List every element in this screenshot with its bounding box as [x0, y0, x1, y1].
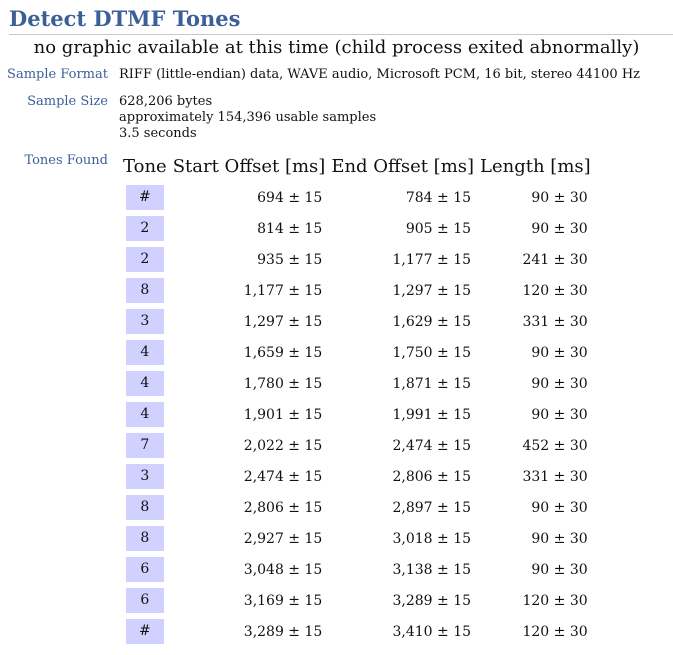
- length-cell: 90 ± 30: [531, 189, 588, 206]
- tones-table: [120, 154, 594, 647]
- start-offset-cell: 2,474 ± 15: [243, 468, 323, 485]
- table-row: [120, 306, 594, 337]
- header-end-offset: End Offset [ms]: [331, 156, 475, 177]
- tone-badge: 8: [126, 495, 164, 520]
- tone-cell: [120, 337, 170, 368]
- tones-found-label: Tones Found: [24, 153, 108, 168]
- start-offset-cell: 3,169 ± 15: [243, 592, 323, 609]
- table-row: [120, 244, 594, 275]
- table-row: [120, 523, 594, 554]
- end-offset-cell: 1,177 ± 15: [392, 251, 472, 268]
- page-title: Detect DTMF Tones: [9, 4, 673, 35]
- tone-cell: [120, 492, 170, 523]
- tone-cell: [120, 275, 170, 306]
- table-row: [120, 554, 594, 585]
- tone-cell: [120, 182, 170, 213]
- tone-cell: [120, 399, 170, 430]
- end-offset-cell: 1,991 ± 15: [392, 406, 472, 423]
- tone-cell: [120, 306, 170, 337]
- length-cell: 452 ± 30: [522, 437, 588, 454]
- end-offset-cell: 905 ± 15: [405, 220, 472, 237]
- start-offset-cell: 1,901 ± 15: [243, 406, 323, 423]
- length-cell: 90 ± 30: [531, 375, 588, 392]
- tone-cell: [120, 368, 170, 399]
- start-offset-cell: 1,297 ± 15: [243, 313, 323, 330]
- sample-format-value: RIFF (little-endian) data, WAVE audio, Microsoft PCM, 16 bit, stereo 44100 Hz: [119, 67, 641, 82]
- end-offset-cell: 2,474 ± 15: [392, 437, 472, 454]
- end-offset-cell: 784 ± 15: [405, 189, 472, 206]
- length-cell: 120 ± 30: [522, 282, 588, 299]
- tone-badge: 2: [126, 247, 164, 272]
- table-row: [120, 492, 594, 523]
- end-offset-cell: 1,871 ± 15: [392, 375, 472, 392]
- start-offset-cell: 935 ± 15: [257, 251, 323, 268]
- end-offset-cell: 3,138 ± 15: [392, 561, 472, 578]
- start-offset-cell: 3,048 ± 15: [243, 561, 323, 578]
- start-offset-cell: 2,927 ± 15: [243, 530, 323, 547]
- end-offset-cell: 3,289 ± 15: [392, 592, 472, 609]
- end-offset-cell: 3,410 ± 15: [392, 623, 472, 640]
- tone-badge: 4: [126, 402, 164, 427]
- length-cell: 331 ± 30: [522, 313, 588, 330]
- length-cell: 90 ± 30: [531, 499, 588, 516]
- start-offset-cell: 814 ± 15: [257, 220, 323, 237]
- table-row: [120, 430, 594, 461]
- tones-table-body: [120, 182, 594, 647]
- length-cell: 120 ± 30: [522, 592, 588, 609]
- end-offset-cell: 2,806 ± 15: [392, 468, 472, 485]
- tone-badge: 3: [126, 309, 164, 334]
- table-row: [120, 275, 594, 306]
- end-offset-cell: 1,297 ± 15: [392, 282, 472, 299]
- sample-size-value: [119, 94, 376, 142]
- table-row: [120, 337, 594, 368]
- tone-badge: 4: [126, 340, 164, 365]
- table-row: [120, 616, 594, 647]
- tone-badge: 4: [126, 371, 164, 396]
- header-tone: Tone: [123, 156, 167, 177]
- tone-cell: [120, 554, 170, 585]
- sample-size-bytes: 628,206 bytes: [119, 94, 213, 109]
- length-cell: 90 ± 30: [531, 530, 588, 547]
- length-cell: 90 ± 30: [531, 561, 588, 578]
- tone-badge: #: [126, 185, 164, 210]
- sample-size-samples: approximately 154,396 usable samples: [119, 110, 377, 125]
- start-offset-cell: 1,177 ± 15: [243, 282, 323, 299]
- header-length: Length [ms]: [480, 156, 591, 177]
- length-cell: 120 ± 30: [522, 623, 588, 640]
- length-cell: 241 ± 30: [522, 251, 588, 268]
- start-offset-cell: 1,780 ± 15: [243, 375, 323, 392]
- sample-size-duration: 3.5 seconds: [119, 126, 197, 141]
- tones-table-header-row: [120, 154, 594, 182]
- sample-size-label: Sample Size: [27, 94, 108, 109]
- length-cell: 90 ± 30: [531, 406, 588, 423]
- tone-badge: 6: [126, 588, 164, 613]
- start-offset-cell: 1,659 ± 15: [243, 344, 323, 361]
- table-row: [120, 461, 594, 492]
- table-row: [120, 585, 594, 616]
- start-offset-cell: 2,806 ± 15: [243, 499, 323, 516]
- end-offset-cell: 1,629 ± 15: [392, 313, 472, 330]
- table-row: [120, 213, 594, 244]
- tone-badge: 2: [126, 216, 164, 241]
- tone-badge: 6: [126, 557, 164, 582]
- start-offset-cell: 694 ± 15: [257, 189, 323, 206]
- tone-badge: #: [126, 619, 164, 644]
- table-row: [120, 399, 594, 430]
- tone-cell: [120, 244, 170, 275]
- sample-format-label: Sample Format: [7, 67, 108, 82]
- length-cell: 331 ± 30: [522, 468, 588, 485]
- tone-cell: [120, 461, 170, 492]
- tone-badge: 7: [126, 433, 164, 458]
- end-offset-cell: 1,750 ± 15: [392, 344, 472, 361]
- table-row: [120, 368, 594, 399]
- tone-cell: [120, 616, 170, 647]
- header-start-offset: Start Offset [ms]: [172, 156, 326, 177]
- length-cell: 90 ± 30: [531, 344, 588, 361]
- table-row: [120, 182, 594, 213]
- tone-cell: [120, 213, 170, 244]
- start-offset-cell: 3,289 ± 15: [243, 623, 323, 640]
- end-offset-cell: 2,897 ± 15: [392, 499, 472, 516]
- graphic-unavailable-notice: no graphic available at this time (child process exited abnormally): [33, 37, 640, 58]
- tone-badge: 3: [126, 464, 164, 489]
- start-offset-cell: 2,022 ± 15: [243, 437, 323, 454]
- tone-badge: 8: [126, 526, 164, 551]
- end-offset-cell: 3,018 ± 15: [392, 530, 472, 547]
- length-cell: 90 ± 30: [531, 220, 588, 237]
- tone-badge: 8: [126, 278, 164, 303]
- tone-cell: [120, 523, 170, 554]
- tone-cell: [120, 585, 170, 616]
- tone-cell: [120, 430, 170, 461]
